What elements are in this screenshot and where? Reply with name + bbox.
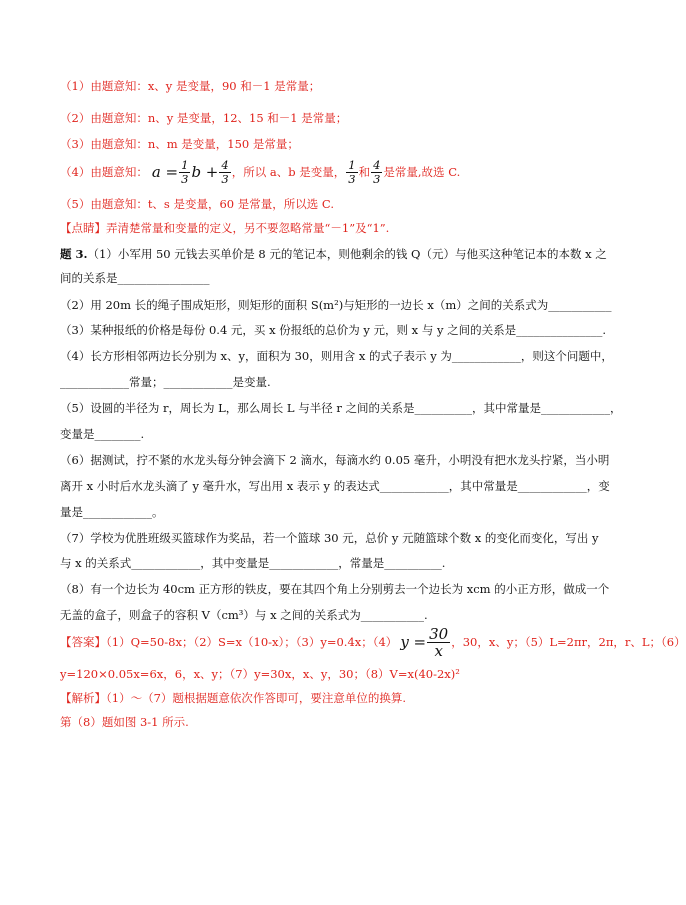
problem-3-line-3: （2）用 20m 长的绳子围成矩形，则矩形的面积 S(m²)与矩形的一边长 x（m）之间的关系式为___________ [60, 298, 612, 312]
fraction-1-numerator: 1 [181, 157, 189, 172]
fraction-4-numerator: 4 [373, 157, 381, 172]
problem-3-line-14: （8）有一个边长为 40cm 正方形的铁皮，要在其四个角上分别剪去一个边长为 xcm 的小正方形，做成一个 [60, 582, 610, 596]
fraction-4-denominator: 3 [373, 171, 381, 186]
fraction-4 [371, 159, 382, 186]
problem-3-title: 题 3. [60, 247, 88, 261]
answer-line-2: y=120×0.05x=6x，6，x、y；（7）y=30x，x、y，30；（8）V=x(40-2x)² [60, 667, 460, 681]
answer-after: ，30，x、y；（5）L=2πr，2π，r、L；（6） [451, 635, 686, 649]
solution-2: （2）由题意知：n、y 是变量，12、15 和－1 是常量； [60, 111, 348, 125]
problem-3-line-5: （4）长方形相邻两边长分别为 x、y，面积为 30，则用含 x 的式子表示 y 为____________，则这个问题中， [60, 349, 613, 363]
problem-3-line-4: （3）某种报纸的价格是每份 0.4 元，买 x 份报纸的总价为 y 元，则 x 与 y 之间的关系是_______________. [60, 323, 607, 337]
solution-5: （5）由题意知：t、s 是变量，60 是常量，所以选 C. [60, 197, 334, 211]
problem-3-line-10: 离开 x 小时后水龙头滴了 y 毫升水，写出用 x 表示 y 的表达式____________，其中常量是____________，变 [60, 479, 610, 493]
answer-line-1 [60, 626, 686, 658]
problem-3-line-15: 无盖的盒子，则盒子的容积 V（cm³）与 x 之间的关系式为___________. [60, 608, 428, 622]
fraction-2 [219, 159, 230, 186]
fraction-3 [346, 159, 357, 186]
solution-4-middle: ，所以 a、b 是变量， [231, 165, 346, 179]
answer-fraction [427, 626, 450, 659]
answer-equation-lhs: y = [400, 633, 427, 651]
solution-4 [60, 156, 460, 188]
fraction-1-denominator: 3 [181, 171, 189, 186]
and-word: 和 [358, 165, 371, 179]
problem-3-line-9: （6）据测试，拧不紧的水龙头每分钟会滴下 2 滴水，每滴水约 0.05 毫升，小明没有把水龙头拧紧，当小明 [60, 453, 610, 467]
fraction-1 [179, 159, 190, 186]
fraction-2-numerator: 4 [221, 157, 229, 172]
problem-3-line-2: 间的关系是________________ [60, 271, 210, 285]
fraction-2-denominator: 3 [221, 171, 229, 186]
problem-3-line-7: （5）设圆的半径为 r，周长为 L，那么周长 L 与半径 r 之间的关系是__________，其中常量是____________， [60, 401, 622, 415]
answer-fraction-numerator: 30 [429, 624, 449, 643]
solution-1: （1）由题意知：x、y 是变量，90 和－1 是常量； [60, 79, 321, 93]
equation-lhs: a = [151, 163, 179, 181]
solution-4-prefix: （4）由题意知： [60, 165, 148, 179]
problem-3-line-11: 量是____________。 [60, 505, 164, 519]
solution-4-suffix: 是常量,故选 C. [383, 165, 461, 179]
problem-3-line-8: 变量是________. [60, 427, 145, 441]
fraction-3-denominator: 3 [348, 171, 356, 186]
variable-b: b + [191, 163, 219, 181]
problem-3-text-1: （1）小军用 50 元钱去买单价是 8 元的笔记本，则他剩余的钱 Q（元）与他买这种笔记本的本数 x 之 [87, 247, 607, 261]
fraction-3-numerator: 1 [348, 157, 356, 172]
problem-3-line-12: （7）学校为优胜班级买篮球作为奖品，若一个篮球 30 元，总价 y 元随篮球个数 x 的变化而变化，写出 y [60, 531, 599, 545]
figure-note: 第（8）题如图 3-1 所示. [60, 715, 189, 729]
problem-3-line-1 [60, 246, 607, 262]
problem-3-line-6: ____________常量；____________是变量. [60, 375, 271, 389]
problem-3-line-13: 与 x 的关系式____________，其中变量是____________，常量是__________. [60, 556, 446, 570]
answer-fraction-denominator: x [434, 641, 443, 660]
answer-before: 【答案】（1）Q=50-8x；（2）S=x（10-x）；（3）y=0.4x；（4） [60, 635, 398, 649]
tip-note: 【点睛】弄清楚常量和变量的定义，另不要忽略常量“－1”及“1”. [60, 221, 390, 235]
analysis-text: 【解析】（1）～（7）题根据题意依次作答即可，要注意单位的换算. [60, 691, 407, 705]
solution-3: （3）由题意知：n、m 是变量，150 是常量； [60, 137, 299, 151]
